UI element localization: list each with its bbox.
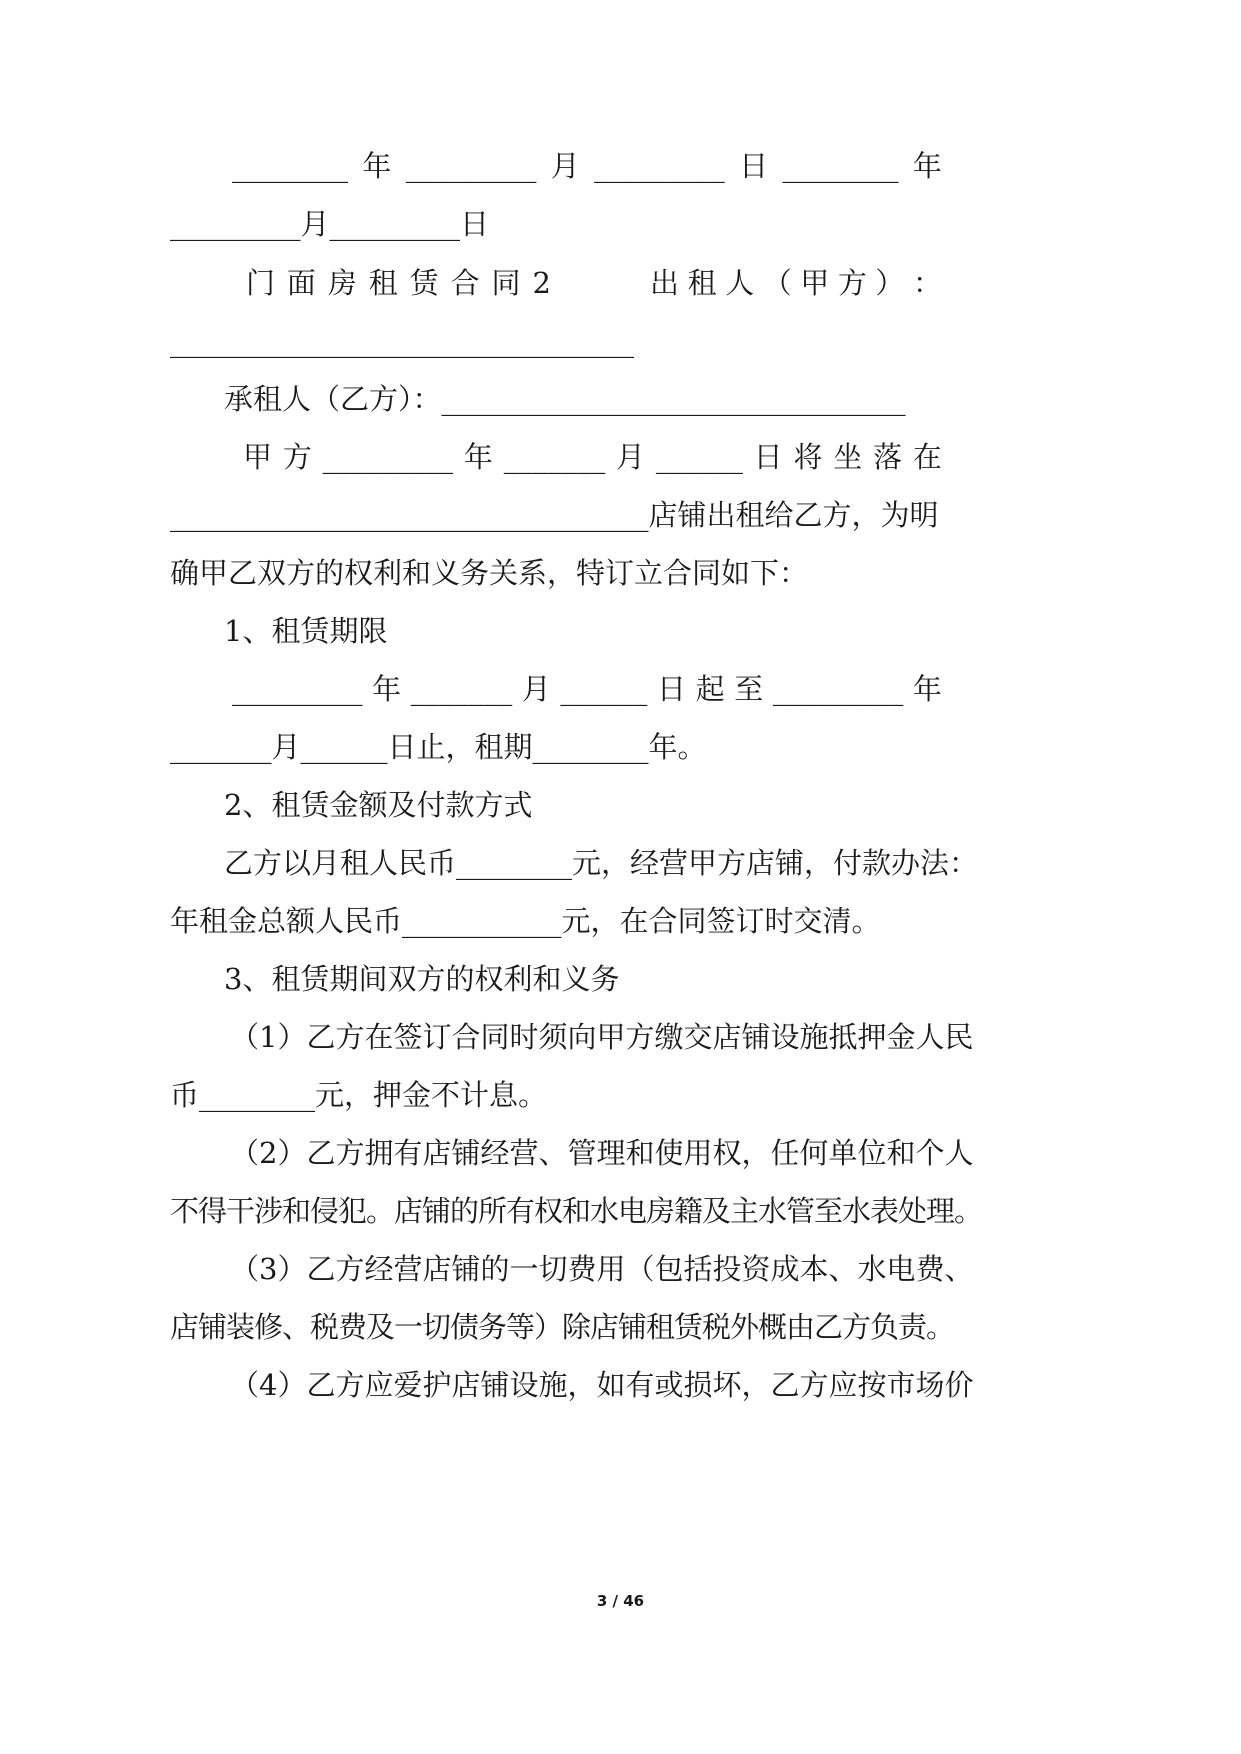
contract-title [246, 263, 551, 303]
text: 日 [657, 672, 687, 706]
paragraph-line: 不得干涉和侵犯。店铺的所有权和水电房籍及主水管至水表处理。 [170, 1194, 983, 1228]
paragraph-line: （4）乙方应爱护店铺设施，如有或损坏，乙方应按市场价 [230, 1368, 974, 1402]
text: 方 [282, 440, 312, 474]
blank: ______ [655, 440, 743, 474]
text: 日 [739, 149, 769, 183]
section-heading-payment: 2、租赁金额及付款方式 [224, 788, 533, 822]
char: 甲 [800, 266, 830, 300]
char: ） [875, 266, 905, 300]
text: 至 [734, 672, 764, 706]
page-number: 3 / 46 [596, 1592, 645, 1610]
section-heading-rights: 3、租赁期间双方的权利和义务 [224, 962, 620, 996]
char: 赁 [409, 266, 439, 300]
text: 年 [912, 149, 942, 183]
blank: ________ [782, 149, 899, 183]
char: 面 [286, 266, 316, 300]
char: 房 [327, 266, 357, 300]
paragraph-line: _______月______日止，租期________年。 [170, 730, 707, 764]
char: 方 [837, 266, 867, 300]
date-line-1 [232, 146, 942, 186]
char: 租 [687, 266, 717, 300]
paragraph-line: 乙方以月租人民币________元，经营甲方店铺，付款办法： [224, 846, 979, 880]
text: 日 [753, 440, 783, 474]
lessee-line: 承租人（乙方）：________________________________ [224, 382, 906, 416]
char: （ [762, 266, 792, 300]
lessor-label [650, 263, 942, 303]
text: 在 [912, 440, 942, 474]
text: 将 [793, 440, 823, 474]
char: 门 [246, 266, 276, 300]
text: 年 [372, 672, 402, 706]
blank: _________ [405, 149, 537, 183]
paragraph-line: （2）乙方拥有店铺经营、管理和使用权，任何单位和个人 [230, 1136, 974, 1170]
text: 月 [550, 149, 580, 183]
text: 年 [362, 149, 392, 183]
paragraph-line: 店铺装修、税费及一切债务等）除店铺租赁税外概由乙方负责。 [170, 1310, 955, 1344]
blank: _________ [594, 149, 725, 183]
blank: _______ [503, 440, 606, 474]
paragraph-line: 确甲乙双方的权利和义务关系，特订立合同如下： [170, 556, 809, 590]
paragraph-line: （3）乙方经营店铺的一切费用（包括投资成本、水电费、 [230, 1252, 974, 1286]
char: 同 [491, 266, 521, 300]
paragraph-line: 年租金总额人民币___________元，在合同签订时交清。 [170, 904, 881, 938]
text: 落 [873, 440, 903, 474]
blank: _________ [232, 672, 363, 706]
text: 年 [463, 440, 493, 474]
text: 月 [521, 672, 551, 706]
blank: _______ [410, 672, 513, 706]
location-line [243, 437, 942, 477]
section-heading-term: 1、租赁期限 [224, 614, 388, 648]
text: 月 [616, 440, 646, 474]
char: 2 [532, 266, 551, 300]
text: 坐 [833, 440, 863, 474]
text: 起 [695, 672, 725, 706]
char: 合 [450, 266, 480, 300]
char: 租 [368, 266, 398, 300]
term-line [232, 669, 942, 709]
blank: ______ [560, 672, 648, 706]
paragraph-line: _________________________________店铺出租给乙方，为明 [170, 498, 939, 532]
lessor-blank-line: ________________________________ [170, 324, 634, 358]
blank: ________ [232, 149, 348, 183]
char: 出 [650, 266, 680, 300]
paragraph-line: 币________元，押金不计息。 [170, 1078, 548, 1112]
text: 年 [912, 672, 942, 706]
char: 人 [725, 266, 755, 300]
paragraph-line: （1）乙方在签订合同时须向甲方缴交店铺设施抵押金人民 [230, 1020, 974, 1054]
blank: _________ [772, 672, 904, 706]
char: ： [912, 266, 942, 300]
text: 甲 [243, 440, 273, 474]
blank: _________ [322, 440, 454, 474]
date-line-2: _________月_________日 [170, 207, 490, 241]
